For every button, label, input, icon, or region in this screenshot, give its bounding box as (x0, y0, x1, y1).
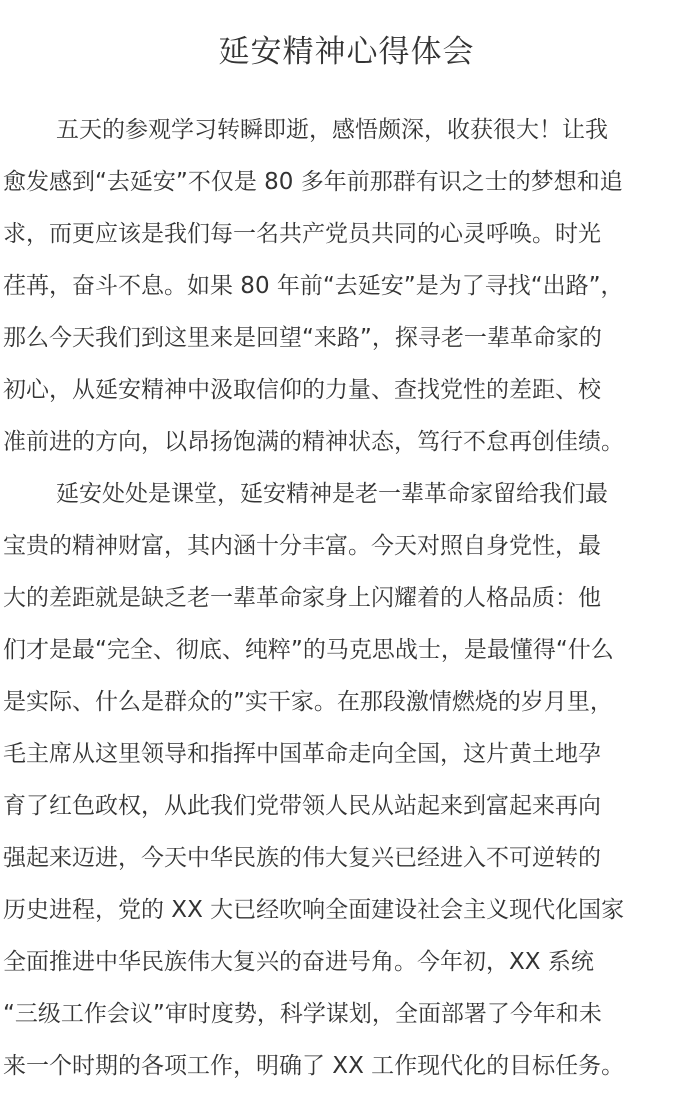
paragraph-line: 们才是最“完全、彻底、纯粹”的马克思战士，是最懂得“什么 (3, 637, 614, 663)
paragraph-line: 准前进的方向，以昂扬饱满的精神状态，笃行不怠再创佳绩。 (3, 429, 624, 455)
document-body (0, 104, 693, 1092)
paragraph-line: 愈发感到“去延安”不仅是 80 多年前那群有识之士的梦想和追 (3, 169, 623, 195)
paragraph-line: 初心，从延安精神中汲取信仰的力量、查找党性的差距、校 (3, 377, 601, 403)
paragraph-line: 全面推进中华民族伟大复兴的奋进号角。今年初，XX 系统 (3, 949, 594, 975)
paragraph-line: 育了红色政权，从此我们党带领人民从站起来到富起来再向 (3, 793, 601, 819)
paragraph-line: “三级工作会议”审时度势，科学谋划，全面部署了今年和未 (3, 1001, 602, 1027)
paragraph-line: 是实际、什么是群众的”实干家。在那段激情燃烧的岁月里， (3, 689, 613, 715)
paragraph-line: 历史进程，党的 XX 大已经吹响全面建设社会主义现代化国家 (3, 897, 625, 923)
paragraph-line: 大的差距就是缺乏老一辈革命家身上闪耀着的人格品质：他 (3, 585, 601, 611)
document-title: 延安精神心得体会 (218, 34, 475, 70)
paragraph-first-line: 延安处处是课堂，延安精神是老一辈革命家留给我们最 (56, 481, 608, 507)
paragraph-line: 求，而更应该是我们每一名共产党员共同的心灵呼唤。时光 (3, 221, 601, 247)
paragraph-first-line: 五天的参观学习转瞬即逝，感悟颇深，收获很大！让我 (56, 117, 608, 143)
paragraph-line: 那么今天我们到这里来是回望“来路”，探寻老一辈革命家的 (3, 325, 602, 351)
paragraph-line: 强起来迈进，今天中华民族的伟大复兴已经进入不可逆转的 (3, 845, 601, 871)
paragraph-line: 荏苒，奋斗不息。如果 80 年前“去延安”是为了寻找“出路”， (3, 273, 624, 299)
paragraph-line: 来一个时期的各项工作，明确了 XX 工作现代化的目标任务。 (3, 1053, 625, 1079)
paragraph-line: 宝贵的精神财富，其内涵十分丰富。今天对照自身党性，最 (3, 533, 601, 559)
paragraph-line: 毛主席从这里领导和指挥中国革命走向全国，这片黄土地孕 (3, 741, 601, 767)
